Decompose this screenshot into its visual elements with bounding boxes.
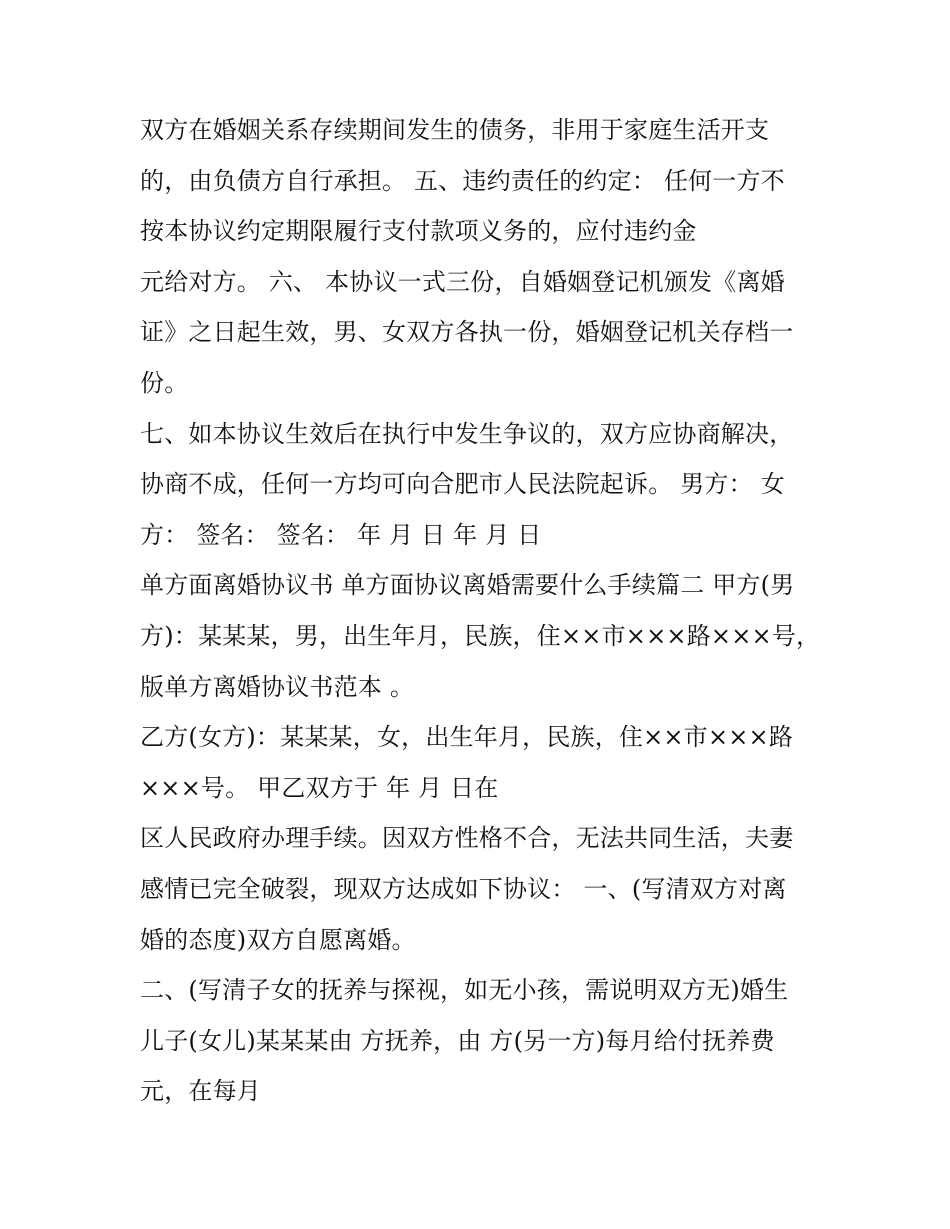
text-line: 方： 签名： 签名： 年 月 日 年 月 日 [140, 520, 542, 549]
text-line: 儿子(女儿)某某某由 方抚养，由 方(另一方)每月给付抚养费 [140, 1026, 775, 1055]
text-line: 元，在每月 [140, 1077, 261, 1106]
text-line: 单方面离婚协议书 单方面协议离婚需要什么手续篇二 甲方(男 [140, 571, 795, 600]
text-line: 版单方离婚协议书范本 。 [140, 672, 415, 701]
text-line: 区人民政府办理手续。因双方性格不合，无法共同生活，夫妻 [140, 824, 794, 853]
text-line: ×××号。 甲乙双方于 年 月 日在 [140, 773, 499, 802]
text-line: 乙方(女方)：某某某，女，出生年月，民族，住××市×××路 [140, 723, 794, 752]
text-line: 七、如本协议生效后在执行中发生争议的，双方应协商解决， [140, 419, 794, 448]
text-line: 协商不成，任何一方均可向合肥市人民法院起诉。 男方： 女 [140, 470, 785, 499]
text-line: 二、(写清子女的抚养与探视，如无小孩，需说明双方无)婚生 [140, 976, 789, 1005]
text-line: 元给对方。 六、 本协议一式三份，自婚姻登记机颁发《离婚 [140, 267, 785, 296]
text-line: 份。 [140, 368, 189, 397]
text-line: 按本协议约定期限履行支付款项义务的，应付违约金 [140, 217, 697, 246]
document-body [140, 105, 840, 1117]
text-line: 双方在婚姻关系存续期间发生的债务，非用于家庭生活开支 [140, 116, 770, 144]
text-line: 方)：某某某，男，出生年月，民族，住××市×××路×××号， [140, 621, 821, 650]
text-line: 证》之日起生效，男、女双方各执一份，婚姻登记机关存档一 [140, 318, 794, 347]
text-line: 感情已完全破裂，现双方达成如下协议： 一、(写清双方对离 [140, 874, 787, 903]
text-line: 的，由负债方自行承担。 五、违约责任的约定： 任何一方不 [140, 166, 785, 195]
text-line: 婚的态度)双方自愿离婚。 [140, 925, 416, 954]
